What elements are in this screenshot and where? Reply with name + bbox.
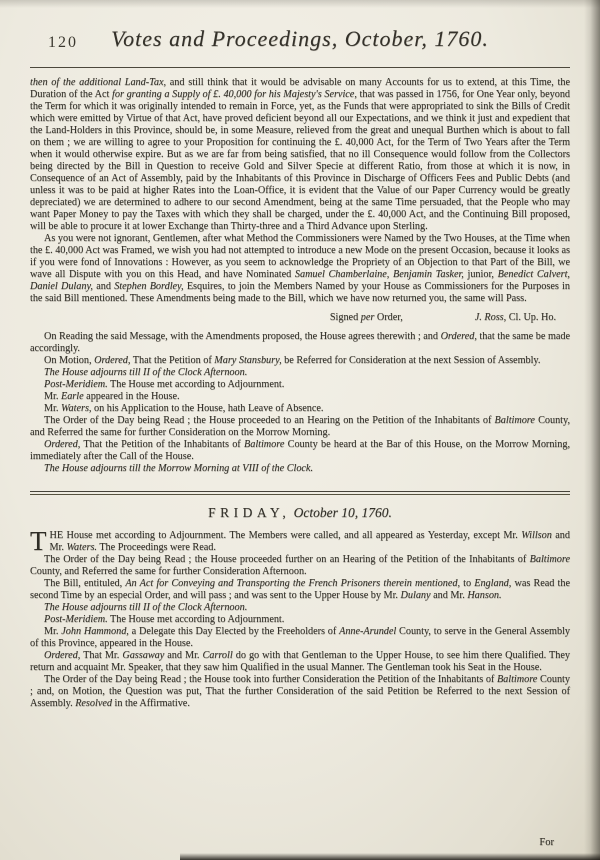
thursday-proceedings [30,77,570,475]
friday-proceedings [30,526,570,710]
paragraph: Mr. Earle appeared in the House. [44,391,180,402]
paragraph: Post-Meridiem. The House met according to Adjournment. [44,614,285,625]
paragraph: The Order of the Day being Read ; the House proceeded to an Hearing on the Petition of the Inhabitants of Baltimore County, and Referred the same for further Consideration on the Morrow Morning. [30,415,570,438]
paragraph: then of the additional Land-Tax, and still think that it would be advisable on many Accounts for us to extend, at this Time, the Duration of the Act for granting a Supply of £. 40,000 for his Majesty's Service, that was passed in 1756, for One Year only, beyond the Term for which it was originally intended to remain in Force, yet, as the Funds that were appropriated to sink the Bills of Credit which were emitted by Virtue of that Act, have proved deficient beyond all our Expectations, and we think it just and expedient that the Land-Holders in this Province, should be, in some Measure, relieved from the great and unequal Burthen which is about to fall on them ; we are willing to agree to your Proposition for continuing the £. 40,000 Act, for the Term of Two Years after the Term when it would otherwise expire. But as we are far from being satisfied, that no ill Consequence would follow from the Collectors being directed by the Bill in Question to receive Gold and Silver Specie at different Ratio, from those at which it is now, in Consequence of an Act of Assembly, paid by the Inhabitants of this Province in Discharge of Officers Fees and Public Debts (and unless it was to be paid at higher Rates into the Loan-Office, it is evident that the Value of our Paper Currency would be greatly depreciated) we are determined to adhere to our second Amendment, being at the same Time persuaded, that the People who may want Paper Money to pay the Taxes with which they shall be charged, under the £. 40,000 Act, and the Continuing Bill proposed, will be able to procure it at lower Exchange than Thirty-three and a Third Advance upon Sterling. [30,77,571,232]
paragraph: The Order of the Day being Read ; the House proceeded further on an Hearing of the Petition of the Inhabitants of Baltimore County, and Referred the same for further Consideration Afternoon. [30,554,570,577]
paragraph: Ordered, That Mr. Gassaway and Mr. Carroll do go with that Gentleman to the Upper House, to see him there Qualified. They return and acquaint Mr. Speaker, that they saw him Qualified in the usual Manner. The Gentleman took his Seat in the House. [30,650,570,673]
signature-order-label: Signed per Order, [329,312,403,323]
scan-shadow-bottom [180,853,600,860]
page-header [30,26,570,62]
friday-heading: FRIDAY, October 10, 1760. [208,505,392,520]
friday-body [0,505,600,710]
adjournment-note: The House adjourns till II of the Clock Afternoon. [44,602,248,613]
paragraph: Post-Meridiem. The House met according to Adjournment. [44,379,285,390]
header-rule [30,67,570,68]
section-divider [30,491,570,495]
page-body [0,77,600,475]
paragraph-text: HE House met according to Adjournment. The Members were called, and all appeared as Yesterday, except Mr. Willson and Mr. Waters. The Proceedings were Read. [49,530,570,553]
paragraph: The Order of the Day being Read ; the House took into further Consideration the Petition of the Inhabitants of Baltimore County ; and, on Motion, the Question was put, That the further Consideration of the said Petition be Referred to the next Session of Assembly. Resolved in the Affirmative. [30,674,570,709]
paragraph: As you were not ignorant, Gentlemen, after what Method the Commissioners were Named by the Two Houses, at the Time when the £. 40,000 Act was Framed, we wish you had not attempted to introduce a new Mode on the present Occasion, because it looks as if you were fond of Innovations : However, as you seem to acknowledge the Propriety of an Objection to that Part of the Bill, we wave all Dispute with you on this Head, and have Nominated Samuel Chamberlaine, Benjamin Tasker, junior, Benedict Calvert, Daniel Dulany, and Stephen Bordley, Esquires, to join the Members Named by your House as Commissioners for the Purposes in the said Bill mentioned. These Amendments being made to the Bill, which we have now returned you, the same will Pass. [30,233,570,304]
drop-cap: T [30,526,47,556]
paragraph [30,526,570,556]
paragraph: Mr. Waters, on his Application to the House, hath Leave of Absence. [44,403,324,414]
signature-line [30,312,570,324]
catchword: For [539,837,554,848]
signature-clerk-name: J. Ross, Cl. Up. Ho. [474,312,556,323]
paragraph: On Reading the said Message, with the Amendments proposed, the House agrees therewith ; and Ordered, that the same be made accordingly. [30,331,570,354]
paragraph: The Bill, entituled, An Act for Conveying and Transporting the French Prisoners therein mentioned, to England, was Read the second Time by an especial Order, and will pass ; and was sent to the Upper House by Mr. Dulany and Mr. Hanson. [30,578,570,601]
paragraph: Mr. John Hammond, a Delegate this Day Elected by the Freeholders of Anne-Arundel County, to serve in the General Assembly of this Province, appeared in the House. [30,626,570,649]
paragraph: On Motion, Ordered, That the Petition of Mary Stansbury, be Referred for Consideration at the next Session of Assembly. [44,355,541,366]
adjournment-note: The House adjourns till the Morrow Morning at VIII of the Clock. [44,463,314,474]
page-number: 120 [48,34,78,51]
adjournment-note: The House adjourns till II of the Clock Afternoon. [44,367,248,378]
scan-shadow-top [0,0,600,8]
page-title: Votes and Proceedings, October, 1760. [111,26,489,51]
paragraph: Ordered, That the Petition of the Inhabitants of Baltimore County be heard at the Bar of this House, on the Morrow Morning, immediately after the Call of the House. [30,439,570,462]
